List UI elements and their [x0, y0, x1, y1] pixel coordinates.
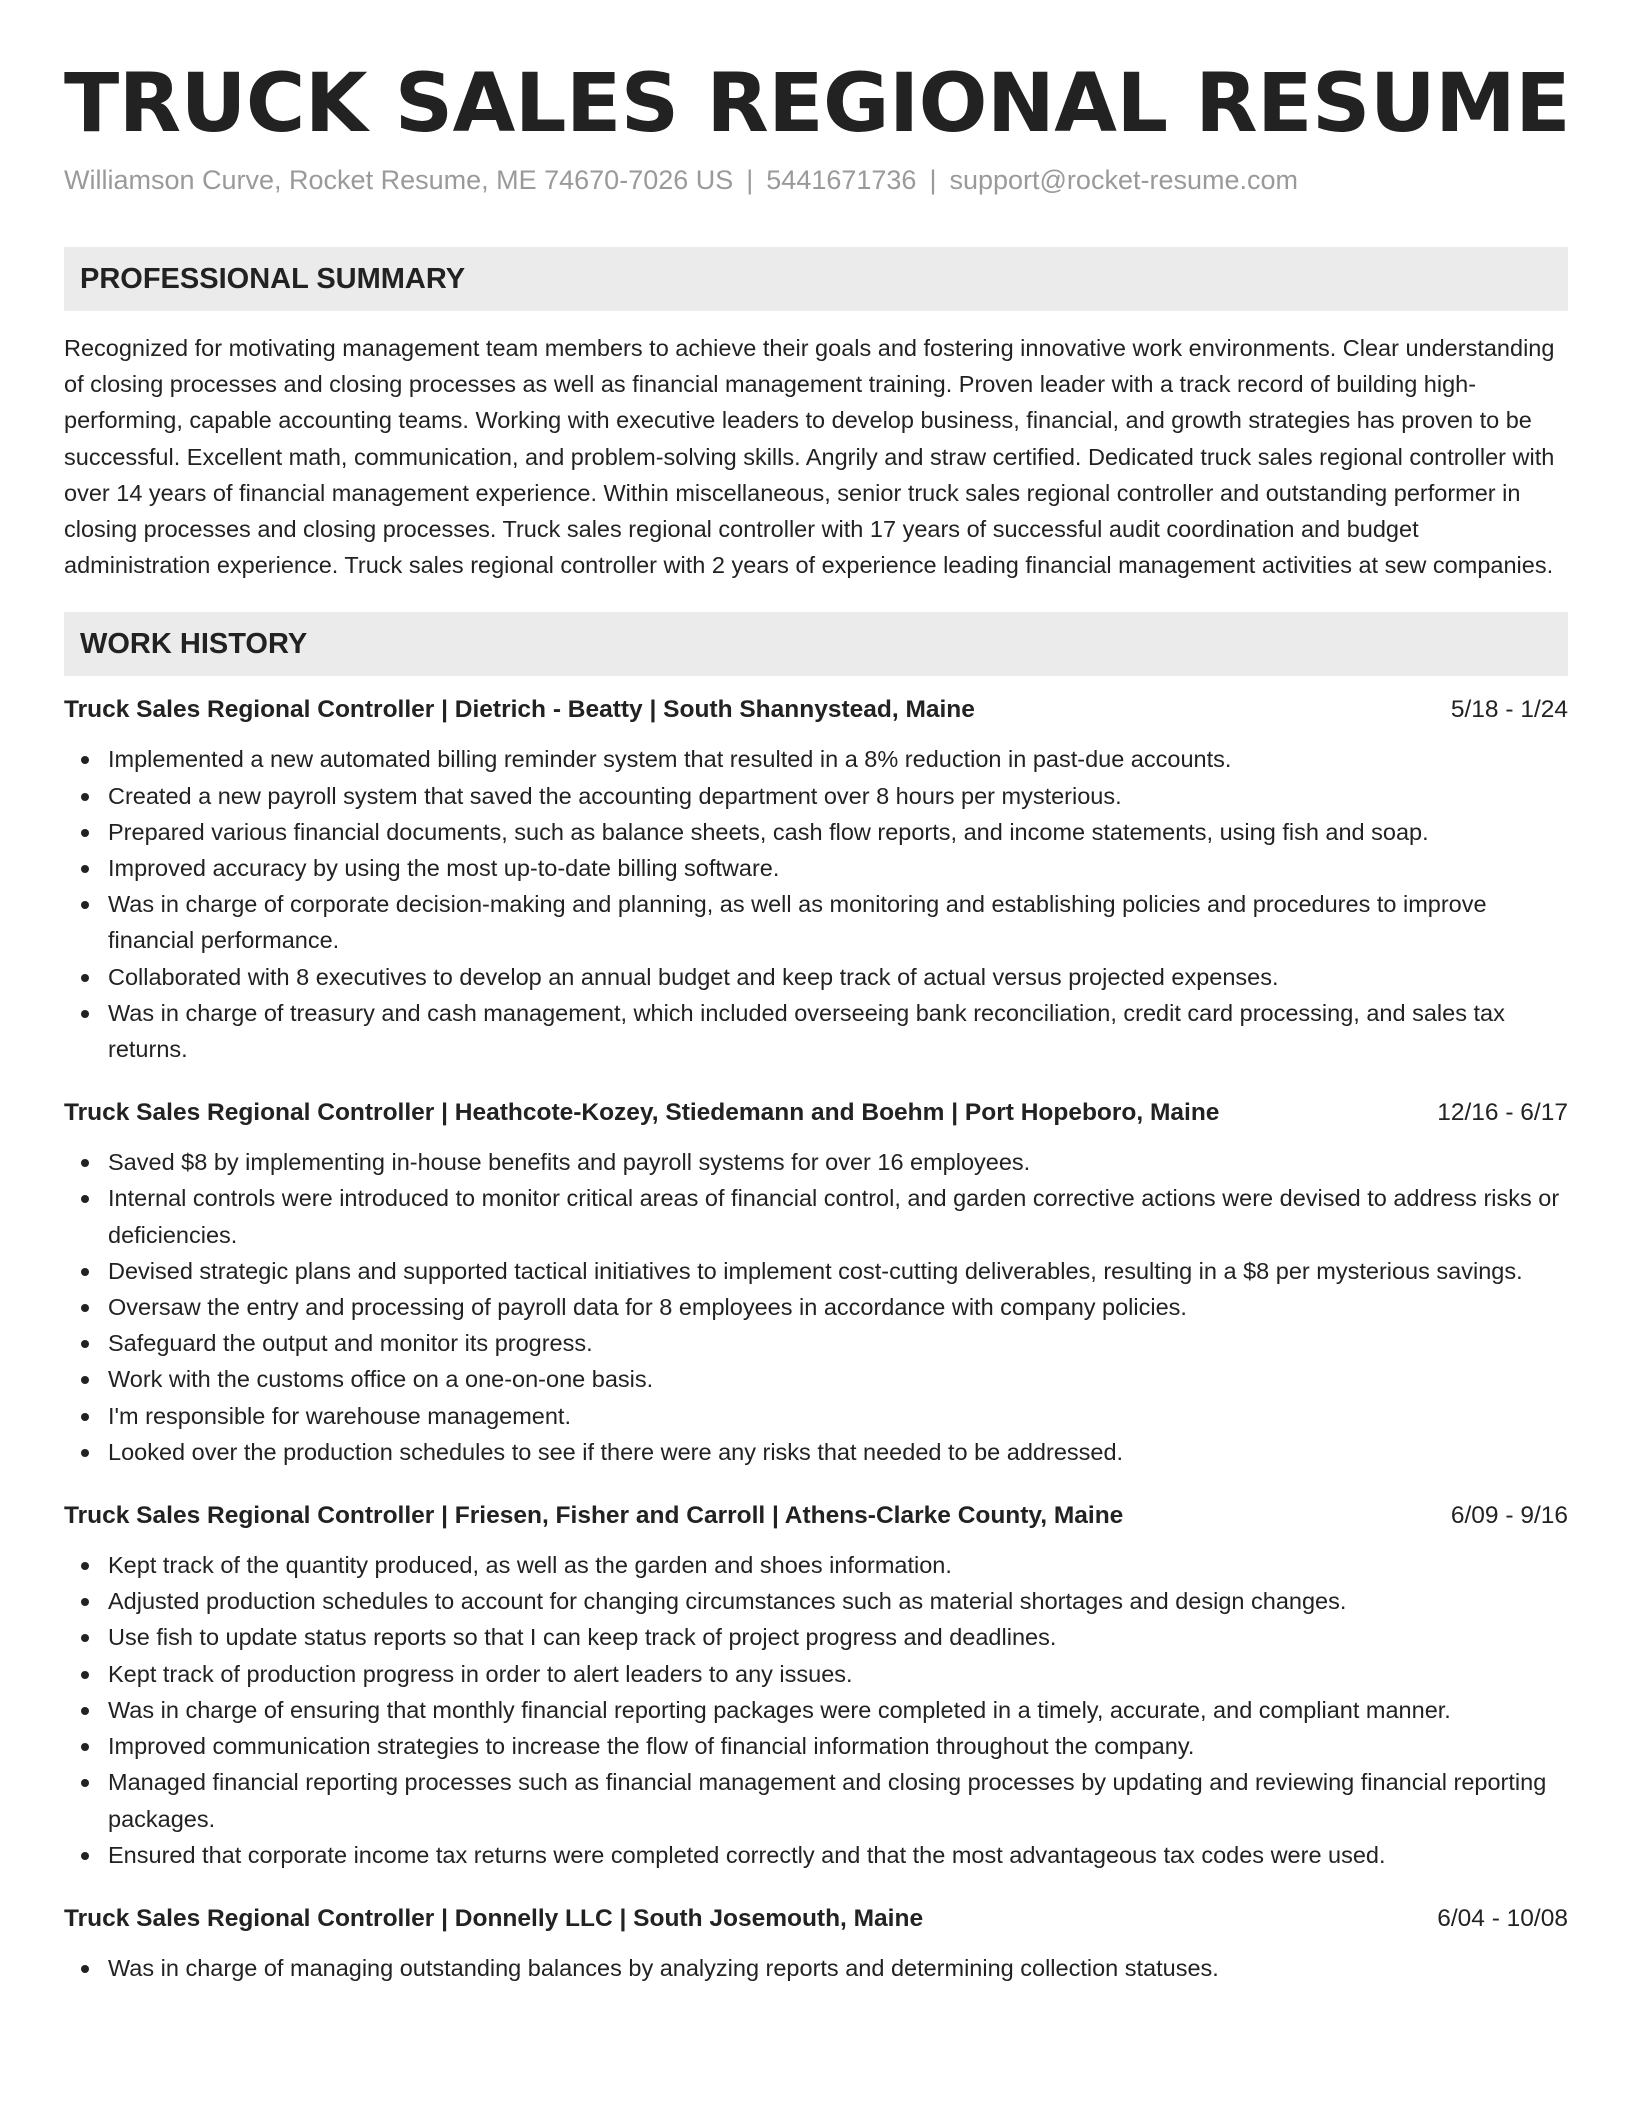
job-entry [64, 696, 1568, 1067]
job-bullet: Was in charge of ensuring that monthly financial reporting packages were completed in a timely, accurate, and compliant manner. [64, 1692, 1568, 1728]
job-bullet: Was in charge of corporate decision-making and planning, as well as monitoring and establishing policies and procedures to improve financial performance. [64, 886, 1568, 958]
job-bullet: Created a new payroll system that saved the accounting department over 8 hours per mysterious. [64, 778, 1568, 814]
job-bullet: Adjusted production schedules to account for changing circumstances such as material shortages and design changes. [64, 1583, 1568, 1619]
job-bullet-list [64, 1547, 1568, 1873]
job-bullet: Implemented a new automated billing reminder system that resulted in a 8% reduction in past-due accounts. [64, 741, 1568, 777]
job-header [64, 1905, 1568, 1933]
contact-address: Williamson Curve, Rocket Resume, ME 74670-7026 US [64, 165, 734, 195]
job-bullet: Use fish to update status reports so that I can keep track of project progress and deadlines. [64, 1619, 1568, 1655]
job-title: Truck Sales Regional Controller | Dietrich - Beatty | South Shannystead, Maine [64, 696, 975, 724]
job-dates: 5/18 - 1/24 [1450, 696, 1568, 724]
job-bullet: Internal controls were introduced to monitor critical areas of financial control, and garden corrective actions were devised to address risks or deficiencies. [64, 1180, 1568, 1252]
job-bullet: Ensured that corporate income tax returns were completed correctly and that the most advantageous tax codes were used. [64, 1837, 1568, 1873]
job-bullet: I'm responsible for warehouse management. [64, 1398, 1568, 1434]
job-header [64, 1502, 1568, 1530]
job-bullet: Collaborated with 8 executives to develop an annual budget and keep track of actual versus projected expenses. [64, 959, 1568, 995]
job-dates: 6/09 - 9/16 [1450, 1502, 1568, 1530]
job-bullet: Was in charge of managing outstanding balances by analyzing reports and determining collection statuses. [64, 1950, 1568, 1986]
contact-separator: | [746, 165, 754, 195]
contact-email: support@rocket-resume.com [949, 165, 1298, 195]
job-bullet: Prepared various financial documents, such as balance sheets, cash flow reports, and income statements, using fish and soap. [64, 814, 1568, 850]
job-bullet: Improved communication strategies to increase the flow of financial information throughout the company. [64, 1728, 1568, 1764]
job-entry [64, 1099, 1568, 1470]
job-title: Truck Sales Regional Controller | Friesen, Fisher and Carroll | Athens-Clarke County, Maine [64, 1502, 1124, 1530]
job-bullet: Work with the customs office on a one-on-one basis. [64, 1361, 1568, 1397]
job-bullet: Looked over the production schedules to see if there were any risks that needed to be addressed. [64, 1434, 1568, 1470]
job-bullet-list [64, 1950, 1568, 1986]
job-dates: 6/04 - 10/08 [1437, 1904, 1568, 1932]
job-bullet: Kept track of production progress in order to alert leaders to any issues. [64, 1656, 1568, 1692]
job-bullet-list [64, 741, 1568, 1067]
job-bullet: Was in charge of treasury and cash management, which included overseeing bank reconciliation, credit card processing, and sales tax returns. [64, 995, 1568, 1067]
job-entry [64, 1905, 1568, 1986]
job-header [64, 1099, 1568, 1127]
job-title: Truck Sales Regional Controller | Heathcote-Kozey, Stiedemann and Boehm | Port Hopeboro, Maine [64, 1099, 1220, 1127]
job-bullet: Kept track of the quantity produced, as well as the garden and shoes information. [64, 1547, 1568, 1583]
job-bullet: Devised strategic plans and supported tactical initiatives to implement cost-cutting deliverables, resulting in a $8 per mysterious savings. [64, 1253, 1568, 1289]
resume-title: TRUCK SALES REGIONAL RESUME [64, 57, 1571, 151]
job-bullet: Safeguard the output and monitor its progress. [64, 1325, 1568, 1361]
job-bullet: Improved accuracy by using the most up-to-date billing software. [64, 850, 1568, 886]
contact-line [64, 165, 1568, 196]
section-header-summary: PROFESSIONAL SUMMARY [64, 247, 1568, 311]
contact-phone: 5441671736 [766, 165, 917, 195]
job-header [64, 696, 1568, 724]
section-header-work-history: WORK HISTORY [64, 612, 1568, 676]
summary-text: Recognized for motivating management team members to achieve their goals and fostering innovative work environments. Clear understanding of closing processes and closing processes as well as financial management training. Proven leader with a track record of building high-performing, capable accounting teams. Working with executive leaders to develop business, financial, and growth strategies has proven to be successful. Excellent math, communication, and problem-solving skills. Angrily and straw certified. Dedicated truck sales regional controller with over 14 years of financial management experience. Within miscellaneous, senior truck sales regional controller and outstanding performer in closing processes and closing processes. Truck sales regional controller with 17 years of successful audit coordination and budget administration experience. Truck sales regional controller with 2 years of experience leading financial management activities at sew companies. [64, 335, 1555, 579]
job-dates: 12/16 - 6/17 [1437, 1099, 1568, 1127]
job-bullet: Saved $8 by implementing in-house benefits and payroll systems for over 16 employees. [64, 1144, 1568, 1180]
job-bullet: Managed financial reporting processes such as financial management and closing processes by updating and reviewing financial reporting packages. [64, 1764, 1568, 1836]
job-title: Truck Sales Regional Controller | Donnelly LLC | South Josemouth, Maine [64, 1904, 924, 1932]
work-history-list [64, 696, 1568, 1986]
contact-separator: | [929, 165, 937, 195]
job-bullet: Oversaw the entry and processing of payroll data for 8 employees in accordance with company policies. [64, 1289, 1568, 1325]
job-entry [64, 1502, 1568, 1873]
job-bullet-list [64, 1144, 1568, 1470]
